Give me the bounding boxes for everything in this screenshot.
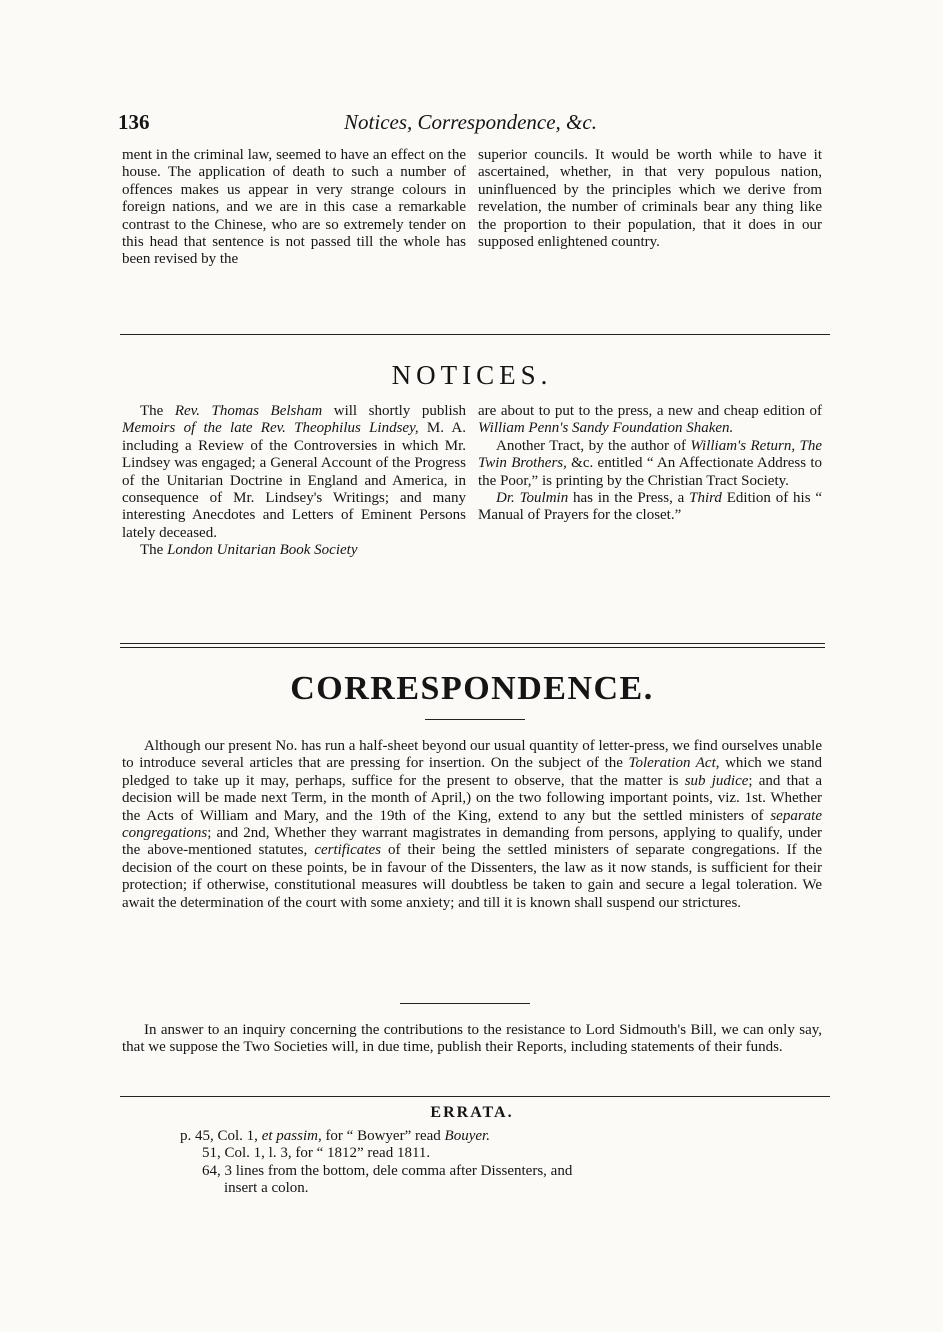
correspondence-heading: CORRESPONDENCE. xyxy=(290,670,654,707)
notice-toulmin-author: Dr. Toulmin xyxy=(496,490,569,507)
short-rule xyxy=(425,719,525,720)
notice-belsham: The Rev. Thomas Belsham will shortly publish Memoirs of the late Rev. Theophilus Lindsey, M. A. including a Review of the Controversies in which Mr. Lindsey was engaged; a General Account of the Progress of the Unitarian Doctrine in England and America, in consequence of Mr. Lindsey's Writings; and many interesting Anecdotes and Letters of Eminent Persons lately deceased. xyxy=(122,403,467,541)
errata-item-continued: insert a colon. xyxy=(224,1180,309,1197)
correspondence-body xyxy=(122,738,822,912)
certificates: certificates xyxy=(314,842,381,859)
errata-item: 64, 3 lines from the bottom, dele comma after Dissenters, and xyxy=(202,1162,573,1179)
separate-congregations: separate congregations xyxy=(122,807,822,842)
notice-toulmin: Dr. Toulmin has in the Press, a Third Edition of his “ Manual of Prayers for the closet.” xyxy=(478,490,822,524)
intro-left-text: ment in the criminal law, seemed to have an effect on the house. The application of death to such a number of offences makes us appear in very strange colours in foreign nations, and we are in this case a remarkable contrast to the Chinese, who are so extremely tender on this head that sentence is not passed till the whole has been revised by the xyxy=(122,147,466,268)
notices-heading: NOTICES. xyxy=(391,360,553,390)
notice-society-name: London Unitarian Book Society xyxy=(167,542,358,559)
section-rule xyxy=(120,1096,830,1097)
intro-right-text: superior councils. It would be worth while to have it ascertained, whether, in that very populous nation, uninfluenced by the principles which we derive from revelation, the number of criminals bear any thing like the proportion to their population, that it does in our supposed enlightened country. xyxy=(478,147,822,251)
errata-list xyxy=(180,1128,780,1198)
notice-tract: Another Tract, by the author of William's Return, The Twin Brothers, &c. entitled “ An Affectionate Address to the Poor,” is printing by the Christian Tract Society. xyxy=(478,437,822,489)
correspondence-paragraph: Although our present No. has run a half-sheet beyond our usual quantity of letter-press, we find ourselves unable to introduce several articles that are pressing for insertion. On the subject of the Toleration Act, which we stand pledged to take up it may, perhaps, suffice for the present to observe, that the matter is sub judice; and that a decision will be made next Term, in the month of April,) on the two following important points, viz. 1st. Whether the Acts of William and Mary, and the 19th of the King, extend to any but the settled ministers of separate congregations; and 2nd, Whether they warrant magistrates in demanding from persons, applying to qualify, under the above-mentioned statutes, certificates of their being the settled ministers of separate congregations. If the decision of the court on these points, be in favour of the Dissenters, the law as it now stands, is sufficient for their protection; if otherwise, constitutional measures will doubtless be taken to gain and secure a legal toleration. We await the determination of the court with some anxiety; and till it is known shall suspend our strictures. xyxy=(122,738,823,911)
short-rule xyxy=(400,1003,530,1004)
notice-book-society-continuation: are about to put to the press, a new and cheap edition of William Penn's Sandy Foundation Shaken. xyxy=(478,403,822,437)
intro-right-column xyxy=(478,147,822,251)
running-title: Notices, Correspondence, &c. xyxy=(344,110,597,134)
section-rule xyxy=(120,334,830,335)
section-double-rule xyxy=(120,643,825,648)
notice-work-title: Memoirs of the late Rev. Theophilus Lindsey, xyxy=(122,420,419,437)
notices-left-column xyxy=(122,403,466,560)
toleration-act: Toleration Act, xyxy=(628,755,720,772)
sub-judice: sub judice xyxy=(684,772,749,789)
notice-author: Rev. Thomas Belsham xyxy=(174,403,323,419)
notice-edition: Third xyxy=(689,490,722,507)
page-number: 136 xyxy=(118,110,150,134)
inquiry-paragraph: In answer to an inquiry concerning the contributions to the resistance to Lord Sidmouth's Bill, we can only say, that we suppose the Two Societies will, in due time, publish their Reports, including statements of their funds. xyxy=(122,1022,822,1056)
errata-item: p. 45, Col. 1, et passim, for “ Bowyer” read Bouyer. xyxy=(180,1128,490,1144)
notice-book-society: The London Unitarian Book Society xyxy=(140,542,358,559)
errata-item: 51, Col. 1, l. 3, for “ 1812” read 1811. xyxy=(202,1145,431,1162)
intro-left-column xyxy=(122,147,466,269)
notices-right-column xyxy=(478,403,822,525)
inquiry-reply xyxy=(122,1022,822,1057)
notice-tract-works: William's Return, The Twin Brothers, xyxy=(478,437,822,472)
errata-heading: ERRATA. xyxy=(430,1104,514,1121)
notice-penn-title: William Penn's Sandy Foundation Shaken. xyxy=(478,420,734,437)
running-head xyxy=(118,110,823,136)
